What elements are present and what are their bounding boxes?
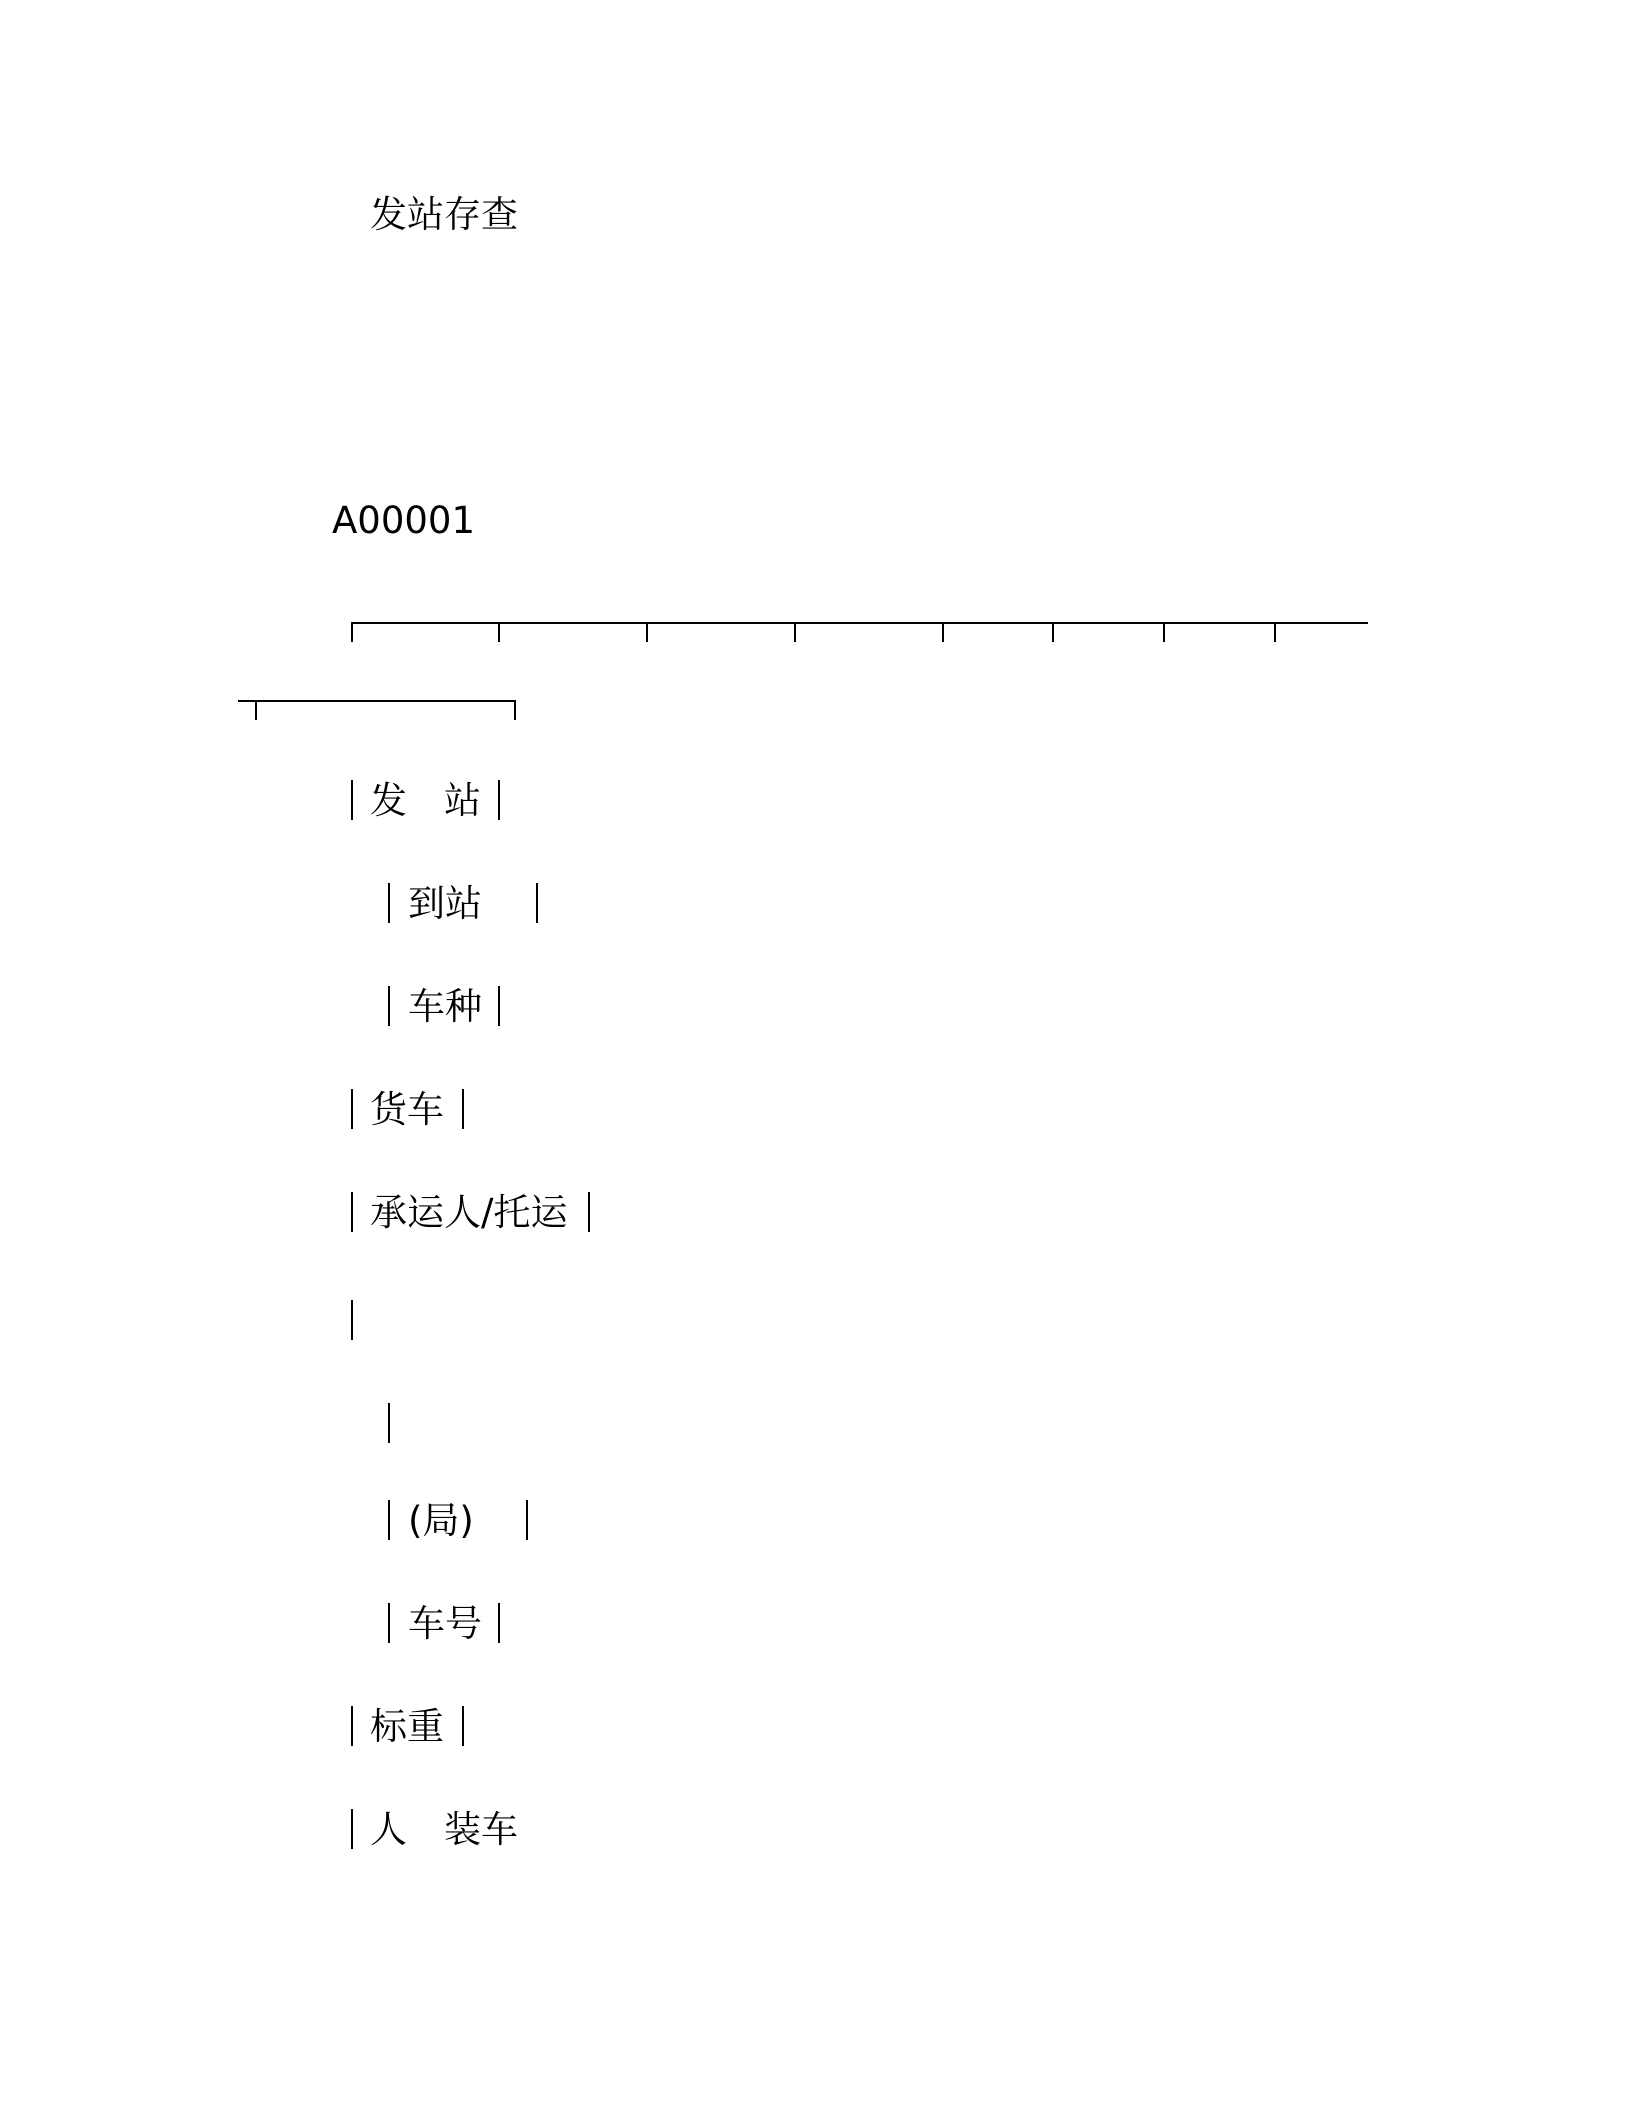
table-top-tick: [646, 622, 648, 642]
table-top-tick: [942, 622, 944, 642]
row-label: 车种: [408, 985, 482, 1028]
table-top-rule: [352, 622, 1368, 624]
document-title: 发站存查: [370, 193, 518, 236]
row-label: 承运人/托运: [370, 1191, 568, 1234]
row-label: 发 站: [370, 779, 481, 822]
cell-border: [388, 1500, 390, 1540]
row-label: 到站: [408, 882, 482, 925]
row-label: 车号: [408, 1602, 482, 1645]
table-top-tick: [1163, 622, 1165, 642]
cell-border: [351, 1809, 353, 1849]
table-top-tick: [498, 622, 500, 642]
cell-border: [351, 1300, 353, 1340]
cell-border: [498, 780, 500, 820]
cell-border: [536, 883, 538, 923]
cell-border: [388, 986, 390, 1026]
table-top-tick: [1052, 622, 1054, 642]
cell-border: [388, 1603, 390, 1643]
cell-border: [351, 1089, 353, 1129]
row-label: (局): [408, 1499, 474, 1542]
cell-border: [351, 1706, 353, 1746]
cell-border: [351, 780, 353, 820]
row-label: 人 装车: [370, 1808, 518, 1851]
table-second-tick: [514, 700, 516, 720]
cell-border: [388, 883, 390, 923]
table-second-tick: [255, 700, 257, 720]
table-top-tick: [1274, 622, 1276, 642]
cell-border: [462, 1089, 464, 1129]
cell-border: [388, 1403, 390, 1443]
row-label: 货车: [370, 1088, 444, 1131]
row-label: 标重: [370, 1705, 444, 1748]
cell-border: [351, 1192, 353, 1232]
table-second-rule: [238, 700, 516, 702]
cell-border: [498, 1603, 500, 1643]
cell-border: [526, 1500, 528, 1540]
cell-border: [498, 986, 500, 1026]
cell-border: [462, 1706, 464, 1746]
cell-border: [588, 1192, 590, 1232]
table-top-tick: [351, 622, 353, 642]
table-top-tick: [794, 622, 796, 642]
form-code: A00001: [332, 499, 476, 542]
